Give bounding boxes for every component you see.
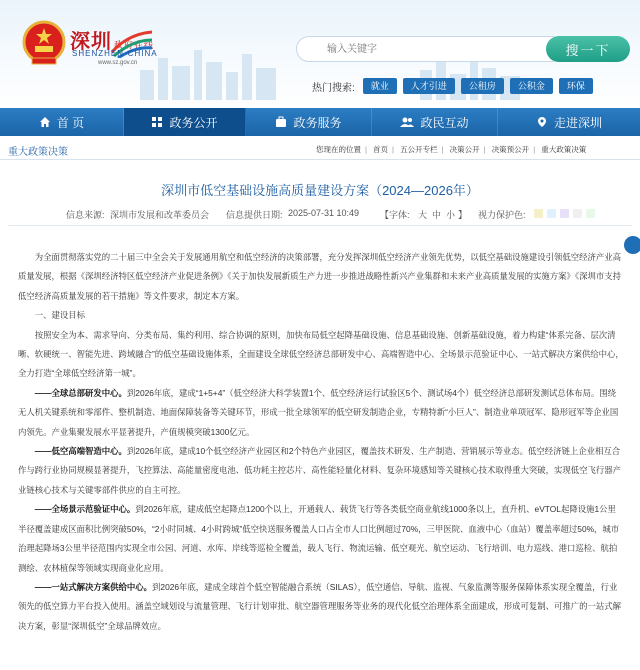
paragraph: 为全面贯彻落实党的二十届三中全会关于发展通用航空和低空经济的决策部署，充分发挥深圳低空经济产业领先优势，以低空基础设施建设引领低空经济产业高质量发展，根据《深圳经济特区低空经济产业促进条例》《关于加快发展新质生产力进一步推进战略性新兴产业集群和未来产业高质量发展的实施方案》《深圳市支持低空经济高质量发展的若干措施》等文件要求，制定本方案。 [18, 252, 622, 301]
hot-search-tag[interactable]: 公租房 [461, 78, 504, 94]
search-input[interactable] [296, 36, 554, 62]
nav-home[interactable] [0, 108, 124, 136]
date-label: 信息提供日期: [226, 210, 283, 220]
paragraph-lead: ——全球总部研发中心。 [34, 387, 127, 398]
article-meta [0, 208, 640, 222]
breadcrumb-label: 您现在的位置 [316, 145, 361, 154]
nav-label: 首 页 [56, 115, 85, 130]
color-swatch[interactable] [573, 209, 582, 218]
article-body [18, 248, 624, 636]
paragraph: 按照安全为本、需求导向、分类布局、集约利用、综合协调的原则，加快布局低空起降基础设施、信息基础设施、创新基础设施，着力构建“体系完备、层次清晰、软硬统一、智能先进、跨域融合”的低空基础设施体系，全面建设全球低空经济总部研发中心、高端智造中心、全场景示范验证中心、一站式解决方案供给中心，全力打造“全球低空经济第一城”。 [18, 329, 624, 379]
location-icon [536, 116, 548, 128]
search-button[interactable]: 搜一下 [546, 36, 630, 62]
font-size-large[interactable]: 大 [418, 210, 428, 220]
site-logo-url: www.sz.gov.cn [98, 60, 138, 66]
color-swatch[interactable] [547, 209, 556, 218]
paragraph-lead: ——全场景示范验证中心。 [34, 504, 136, 515]
breadcrumb-separator: | [483, 145, 486, 154]
font-size-small[interactable]: 小 [446, 210, 456, 220]
breadcrumb-separator: | [441, 145, 444, 154]
paragraph-text: 到2026年底，建成10个低空经济产业园区和2个特色产业园区，覆盖技术研发、生产制造、营销展示等业态。低空经济链上企业相互合作与跨行业协同规模显著提升，飞控算法、高能量密度电池、低功耗主控芯片、高性能轻量化材料、复杂环境感知等关键核心技术取得重大突破，实现低空飞行器产业链核心技术与关键零部件供应的自主可控。 [18, 446, 621, 495]
breadcrumb-item[interactable]: 五公开专栏 [400, 145, 438, 154]
paragraph [18, 442, 624, 500]
breadcrumb-separator: | [365, 145, 367, 154]
breadcrumb-separator: | [392, 145, 394, 154]
nav-citizen-interaction[interactable] [372, 108, 498, 136]
site-logo-text[interactable]: 深圳 政府在线 [70, 29, 155, 53]
source-value: 深圳市发展和改革委员会 [110, 210, 210, 220]
paragraph-text: 到2026年底，建成低空起降点1200个以上，开通载人、载货飞行等各类低空商业航线1000条以上，直升机、eVTOL起降设施1公里半径覆盖建成区面积比例突破50%，“2小时同城、4小时跨城”低空快送服务覆盖人口占全市人口比例超过70%，三甲医院、血液中心（血站）覆盖率超过50%，城市治理起降场3公里半径范围内实现全市公园、河道、水库、岸线等巡检全覆盖，载人飞行、物流运输、低空观光、航空运动、飞行培训、电力巡线、港口巡检、航拍测绘、农林植保等领域实现商业化应用。 [18, 504, 620, 573]
floating-assistant-button[interactable] [624, 236, 640, 254]
section-heading: 一、建设目标 [34, 310, 86, 321]
source-label: 信息来源: [66, 210, 105, 220]
sub-bar [0, 138, 640, 160]
national-emblem-logo [22, 20, 66, 66]
paragraph-text: 到2026年底，建成“1+5+4”（低空经济大科学装置1个、低空经济运行试验区5个、测试场4个）低空经济总部研发测试总体布局。围绕无人机关键系统和零部件、整机制造、地面保障装备等关键环节，形成一批全球领军的低空研发制造企业，专精特新“小巨人”、制造业单项冠军、隐形冠军等企业国内领先。产业集聚发展水平显著提升，产值规模突破1300亿元。 [18, 387, 619, 437]
site-logo-english: SHENZHEN·CHINA [72, 49, 158, 58]
hot-search-tag[interactable]: 人才引进 [403, 78, 455, 94]
paragraph [18, 500, 624, 578]
hot-search-tag[interactable]: 公积金 [510, 78, 553, 94]
hot-search-label: 热门搜索: [312, 82, 355, 94]
home-icon [39, 116, 51, 128]
people-icon [400, 116, 414, 128]
breadcrumb-item[interactable]: 重大政策决策 [541, 145, 587, 154]
paragraph-lead: ——一站式解决方案供给中心。 [34, 581, 153, 592]
breadcrumb [316, 144, 586, 155]
color-swatch[interactable] [560, 209, 569, 218]
breadcrumb-separator: | [533, 145, 536, 154]
date-value: 2025-07-31 10:49 [288, 208, 360, 218]
grid-icon [151, 116, 163, 128]
nav-explore-shenzhen[interactable] [498, 108, 640, 136]
nav-label: 政民互动 [420, 115, 469, 130]
main-nav [0, 108, 640, 136]
nav-label: 政务公开 [169, 115, 218, 130]
vision-color-label: 视力保护色: [478, 210, 526, 220]
hot-searches [312, 78, 599, 94]
search-bar [296, 36, 634, 62]
article-title: 深圳市低空基础设施高质量建设方案（2024—2026年） [161, 183, 479, 198]
site-header [0, 0, 640, 108]
nav-label: 走进深圳 [553, 115, 602, 130]
breadcrumb-item[interactable]: 首页 [373, 145, 389, 154]
hot-search-tag[interactable]: 就业 [363, 78, 397, 94]
font-size-medium[interactable]: 中 [432, 210, 442, 220]
color-swatch[interactable] [534, 209, 543, 218]
font-size-close: 】 [458, 210, 468, 220]
color-swatch[interactable] [586, 209, 595, 218]
paragraph-text: 到2026年底，建成全球首个低空智能融合系统（SILAS），低空通信、导航、监视、气象监测等服务保障体系实现全覆盖，行业领先的低空算力平台投入使用。涵盖空域划设与流量管理、飞行计划审批、航空器管理服务等业务的现代化低空治理体系全面建成，形成可复制、可推广的一站式解决方案，彰显“深圳低空”全球品牌效应。 [18, 581, 621, 631]
nav-government-services[interactable] [246, 108, 372, 136]
font-size-label: 【字体: [380, 210, 410, 220]
service-icon [275, 116, 287, 128]
nav-government-affairs[interactable] [124, 108, 246, 136]
nav-label: 政务服务 [293, 115, 342, 130]
meta-divider [8, 225, 632, 226]
breadcrumb-item[interactable]: 决策预公开 [491, 145, 530, 154]
paragraph-lead: ——低空高端智造中心。 [34, 446, 127, 457]
paragraph [18, 578, 624, 636]
breadcrumb-item[interactable]: 决策公开 [449, 145, 480, 154]
paragraph [18, 384, 624, 442]
section-title[interactable]: 重大政策决策 [8, 147, 68, 158]
hot-search-tag[interactable]: 环保 [559, 78, 593, 94]
